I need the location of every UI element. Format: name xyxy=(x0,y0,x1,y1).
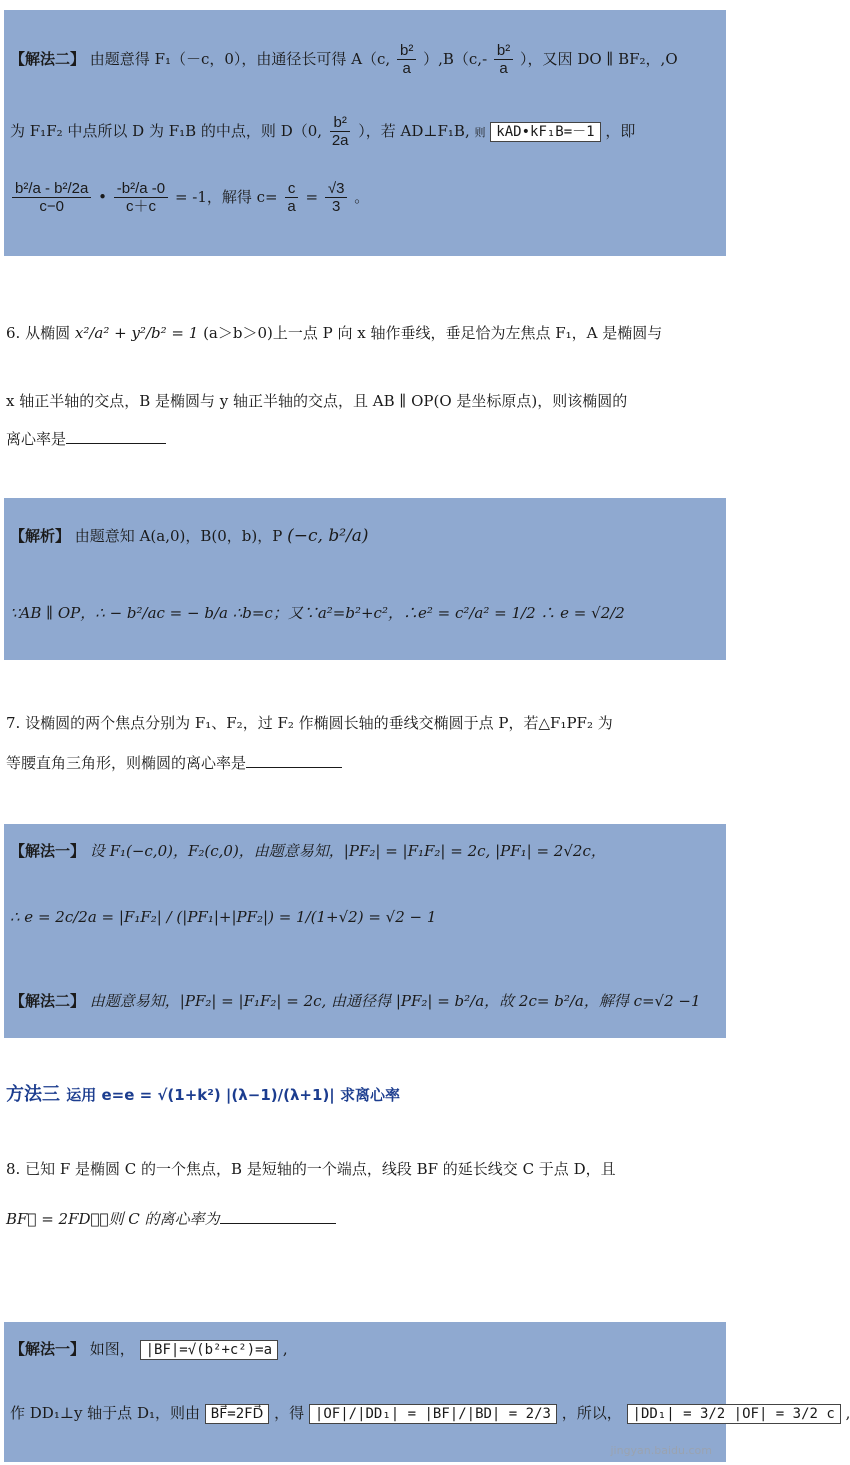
method-title: 方法三 xyxy=(6,1084,60,1105)
question-text: (a＞b＞0)上一点 P 向 x 轴作垂线，垂足恰为左焦点 F₁，A 是椭圆与 xyxy=(203,324,663,342)
fraction-numerator: b² xyxy=(494,42,513,60)
solution-text: ，所以， xyxy=(561,1404,622,1422)
equation-box: BF⃗=2FD⃗ xyxy=(205,1404,270,1424)
solution-panel-4 xyxy=(4,1322,850,1462)
solution-text: ，得 xyxy=(274,1404,305,1422)
solution-text: 由题意得 F₁（－c，0），由通径长可得 A（c, xyxy=(89,49,391,68)
fraction xyxy=(329,114,352,150)
fraction xyxy=(397,42,416,78)
fraction-denominator: c＋c xyxy=(125,198,156,216)
method-description: 运用 e=e = √(1+k²) |(λ−1)/(λ+1)| 求离心率 xyxy=(66,1086,400,1104)
watermark: jingyan.baidu.com xyxy=(610,1444,712,1457)
fraction-numerator: c xyxy=(285,180,299,198)
question-7-line-2 xyxy=(6,752,342,773)
solution-text: 由题意知 A(a,0)，B(0，b)，P xyxy=(74,527,283,545)
solution-line xyxy=(10,1340,288,1360)
question-8-line-2 xyxy=(6,1208,336,1229)
solution-text: ）,B（c,- xyxy=(423,49,488,68)
solution-text: 由题意易知，|PF₂| = |F₁F₂| = 2c, 由通径得 |PF₂| = b²/a，故 2c= b²/a，解得 c=√2 −1 xyxy=(89,992,701,1010)
answer-blank xyxy=(220,1222,336,1224)
method-three-heading xyxy=(6,1080,400,1106)
fraction-denominator: a xyxy=(287,198,296,216)
solution-text: , xyxy=(845,1404,850,1422)
solution-text: = xyxy=(305,187,319,206)
fraction-numerator: b²/a - b²/2a xyxy=(12,180,91,198)
fraction xyxy=(12,180,91,216)
equation-box: |BF|=√(b²+c²)=a xyxy=(140,1340,278,1360)
answer-blank xyxy=(66,442,166,444)
solution-text: 为 F₁F₂ 中点所以 D 为 F₁B 的中点，则 D（0, xyxy=(10,121,323,140)
solution-text: = -1，解得 c= xyxy=(174,187,278,206)
solution-line xyxy=(10,1404,850,1424)
question-text: 6. 从椭圆 xyxy=(6,324,71,342)
solution-heading: 【解析】 xyxy=(10,527,71,545)
solution-line: ∴ e = 2c/2a = |F₁F₂| / (|PF₁|+|PF₂|) = 1/(1+√2) = √2 − 1 xyxy=(10,908,437,926)
question-7-line-1: 7. 设椭圆的两个焦点分别为 F₁、F₂，过 F₂ 作椭圆长轴的垂线交椭圆于点 P，若△F₁PF₂ 为 xyxy=(6,714,613,732)
question-6-line-3 xyxy=(6,428,166,449)
solution-line xyxy=(10,42,678,78)
solution-text: 设 F₁(−c,0)，F₂(c,0)，由题意易知，|PF₂| = |F₁F₂| = 2c, |PF₁| = 2√2c， xyxy=(89,842,606,860)
fraction xyxy=(494,42,513,78)
solution-line xyxy=(10,528,369,545)
fraction-numerator: b² xyxy=(397,42,416,60)
ellipse-equation: x²/a² + y²/b² = 1 xyxy=(74,324,199,342)
solution-text: ），又因 DO ∥ BF₂，,O xyxy=(520,49,678,68)
fraction-numerator: b² xyxy=(330,114,349,132)
equation-box: |DD₁| = 3/2 |OF| = 3/2 c xyxy=(627,1404,841,1424)
solution-line xyxy=(10,114,635,150)
solution-line xyxy=(10,994,701,1009)
fraction xyxy=(284,180,298,216)
answer-blank xyxy=(246,766,342,768)
solution-heading: 【解法二】 xyxy=(10,992,86,1010)
solution-line xyxy=(10,844,606,859)
question-8-line-1: 8. 已知 F 是椭圆 C 的一个焦点，B 是短轴的一个端点，线段 BF 的延长线交 C 于点 D，且 xyxy=(6,1160,616,1178)
solution-text: ），若 AD⊥F₁B, xyxy=(358,121,470,140)
solution-heading: 【解法二】 xyxy=(10,49,86,68)
equation-box: |OF|/|DD₁| = |BF|/|BD| = 2/3 xyxy=(309,1404,557,1424)
equation-box: kAD•kF₁B=－1 xyxy=(490,122,600,142)
question-text: 离心率是 xyxy=(6,430,67,448)
fraction xyxy=(114,180,168,216)
solution-text: 如图， xyxy=(89,1340,135,1358)
fraction-denominator: a xyxy=(499,60,508,78)
solution-line xyxy=(10,180,369,216)
solution-line: ∵AB ∥ OP，∴ − b²/ac = − b/a ∴b=c；又∵a²=b²+c²，∴e² = c²/a² = 1/2 ∴ e = √2/2 xyxy=(10,604,625,622)
solution-heading: 【解法一】 xyxy=(10,842,86,860)
question-text: 等腰直角三角形，则椭圆的离心率是 xyxy=(6,754,247,772)
fraction-numerator: -b²/a -0 xyxy=(114,180,168,198)
solution-text: 作 DD₁⊥y 轴于点 D₁，则由 xyxy=(10,1404,200,1422)
dot-operator: • xyxy=(98,187,108,206)
fraction-denominator: 3 xyxy=(332,198,341,216)
solution-panel-3 xyxy=(4,824,726,1038)
fraction-numerator: √3 xyxy=(325,180,348,198)
solution-text: 则 xyxy=(474,125,486,139)
fraction-denominator: 2a xyxy=(331,132,349,150)
solution-panel-2 xyxy=(4,498,726,660)
solution-text: 。 xyxy=(354,187,370,206)
fraction-denominator: c−0 xyxy=(39,198,64,216)
solution-panel-1 xyxy=(4,10,726,256)
solution-text: , xyxy=(282,1340,288,1358)
question-6-line-2: x 轴正半轴的交点，B 是椭圆与 y 轴正半轴的交点，且 AB ∥ OP(O 是坐标原点)，则该椭圆的 xyxy=(6,392,628,410)
question-text: BF⃗ = 2FD⃗，则 C 的离心率为 xyxy=(6,1210,220,1228)
point-coordinates: (−c, b²/a) xyxy=(287,526,369,546)
solution-heading: 【解法一】 xyxy=(10,1340,86,1358)
fraction-denominator: a xyxy=(402,60,411,78)
solution-text: ，即 xyxy=(605,121,636,140)
fraction xyxy=(325,180,348,216)
question-6-line-1 xyxy=(6,322,662,343)
